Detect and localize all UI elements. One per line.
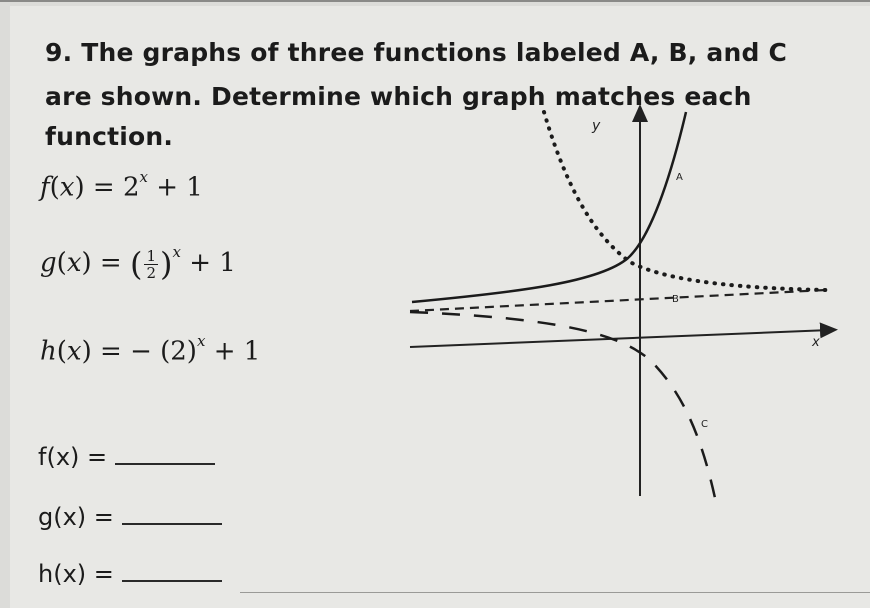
bottom-edge-line xyxy=(240,592,870,593)
curve-b-label: B xyxy=(672,294,679,305)
curve-c-label: C xyxy=(701,419,708,430)
x-axis-label: x xyxy=(812,335,820,350)
question-number: 9. xyxy=(45,38,73,67)
function-g: g(x) = ( $\frac{1}{2}$ )$^x$ + 1 xyxy=(40,243,236,283)
question-text-1: The graphs of three functions labeled A, B, and C xyxy=(81,38,787,67)
curve-a xyxy=(412,112,686,302)
answer-h-label: h(x) = xyxy=(38,560,114,588)
x-axis xyxy=(410,330,830,347)
question-line-2: are shown. Determine which graph matches each xyxy=(45,82,752,111)
function-f: f(x) = 2$^x$ + 1 xyxy=(40,168,203,203)
curve-b xyxy=(544,112,826,290)
fraction-one-half: $\frac{1}{2}$ xyxy=(146,246,156,282)
answer-g-label: g(x) = xyxy=(38,503,114,531)
curve-a-label: A xyxy=(676,172,683,183)
asymptote-line xyxy=(410,290,826,311)
y-axis-label: y xyxy=(592,118,601,134)
question-line-3: function. xyxy=(45,122,174,151)
answer-f-label: f(x) = xyxy=(38,443,108,471)
function-h: h(x) = − $(2)^x + 1$ xyxy=(40,332,261,367)
